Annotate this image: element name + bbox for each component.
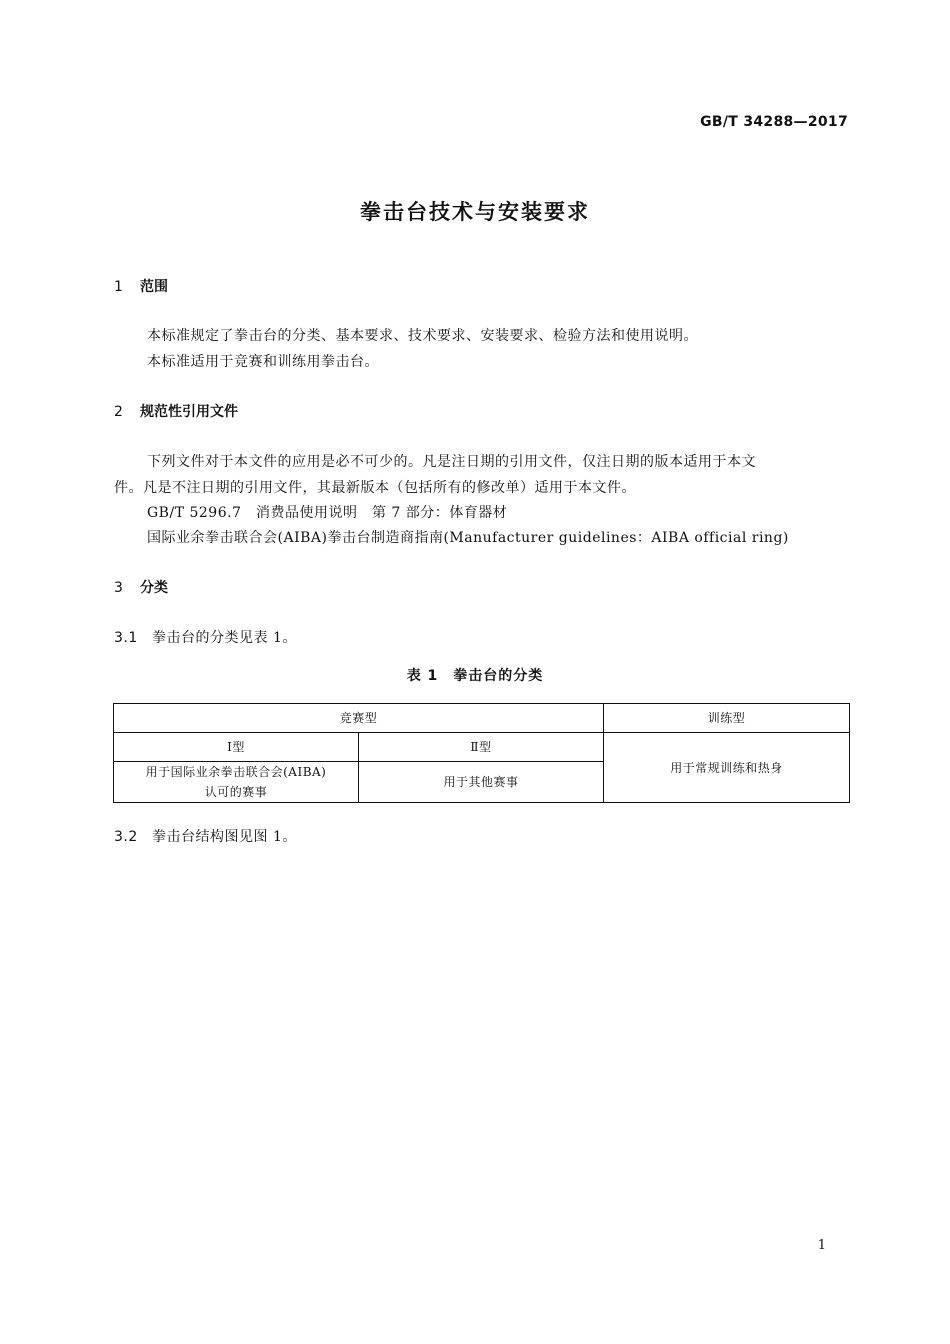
section-number: 3 <box>114 580 123 596</box>
subsection-number: 3.1 <box>114 630 138 646</box>
standard-number: GB/T 34288—2017 <box>700 114 848 130</box>
document-title: 拳击台技术与安装要求 <box>360 200 590 224</box>
table-caption: 表 1 拳击台的分类 <box>406 668 544 684</box>
section-3-heading <box>114 577 168 597</box>
classification-table <box>113 703 850 803</box>
subsection-3-2 <box>114 826 297 846</box>
paragraph: 下列文件对于本文件的应用是必不可少的。凡是注日期的引用文件，仅注日期的版本适用于本文 <box>147 454 756 470</box>
reference-item: GB/T 5296.7 消费品使用说明 第 7 部分：体育器材 <box>147 505 508 521</box>
page-number: 1 <box>817 1238 826 1253</box>
paragraph: 本标准适用于竞赛和训练用拳击台。 <box>147 354 379 370</box>
table-cell-type1: Ⅰ型 <box>114 733 359 762</box>
reference-item: 国际业余拳击联合会(AIBA)拳击台制造商指南(Manufacturer guidelines：AIBA official ring) <box>147 530 789 546</box>
paragraph: 件。凡是不注日期的引用文件，其最新版本（包括所有的修改单）适用于本文件。 <box>114 480 636 496</box>
table-cell-type2: Ⅱ型 <box>359 733 604 762</box>
section-number: 1 <box>114 279 123 295</box>
table-header-competition: 竞赛型 <box>114 704 604 733</box>
table-header-training: 训练型 <box>604 704 850 733</box>
table-cell-type1-desc <box>114 762 359 803</box>
section-2-heading <box>114 401 238 421</box>
table-cell-line: 用于国际业余拳击联合会(AIBA) <box>145 765 327 779</box>
subsection-number: 3.2 <box>114 829 138 845</box>
subsection-text: 拳击台结构图见图 1。 <box>152 829 297 845</box>
table-cell-training-desc: 用于常规训练和热身 <box>604 733 850 803</box>
subsection-3-1 <box>114 627 297 647</box>
section-number: 2 <box>114 404 123 420</box>
table-cell-line: 认可的赛事 <box>204 785 268 799</box>
subsection-text: 拳击台的分类见表 1。 <box>152 630 297 646</box>
table-cell-type2-desc: 用于其他赛事 <box>359 762 604 803</box>
section-title: 范围 <box>140 279 168 295</box>
section-1-heading <box>114 276 168 296</box>
section-title: 分类 <box>140 580 168 596</box>
section-title: 规范性引用文件 <box>140 404 238 420</box>
paragraph: 本标准规定了拳击台的分类、基本要求、技术要求、安装要求、检验方法和使用说明。 <box>147 328 698 344</box>
